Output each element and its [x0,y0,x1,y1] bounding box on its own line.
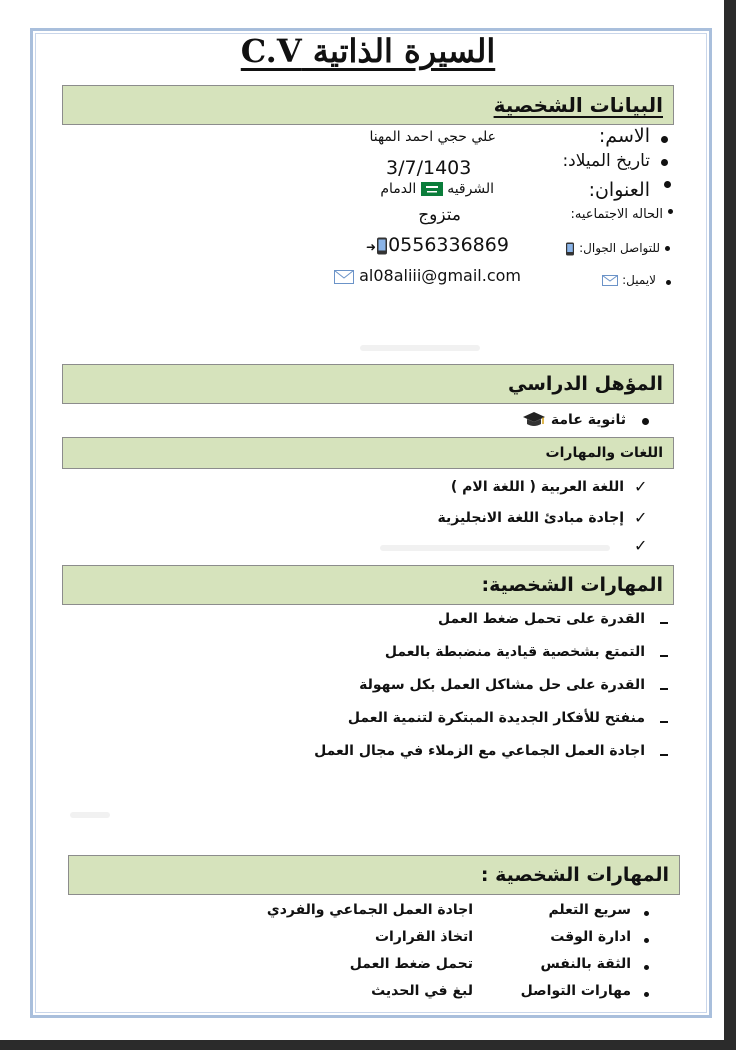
bullet [661,136,668,143]
birth-label: تاريخ الميلاد: [562,151,650,171]
address-value [380,181,494,197]
bullet [644,938,649,943]
bullet [664,181,671,188]
skill-left-col-item: لبغ في الحديث [371,983,473,999]
education-item: ثانوية عامة [550,412,626,428]
bullet [661,159,668,166]
section-header-skills-2: المهارات الشخصية : [68,855,680,895]
list-dash [660,688,668,690]
bullet [665,246,670,251]
skill-right-col-item: ادارة الوقت [550,929,631,945]
bullet [668,209,673,214]
skill-item: منفتح للأفكار الجديدة المبتكرة لتنمية العمل [347,710,645,726]
bullet [644,965,649,970]
skill-right-col-item: الثقة بالنفس [540,956,631,972]
list-dash [660,622,668,624]
name-value: علي حجي احمد المهنا [369,129,496,145]
phone-value-row [366,234,509,256]
mobile-phone-icon [565,242,575,256]
address-city: الدمام [380,181,417,197]
skill-item: اجادة العمل الجماعي مع الزملاء في مجال العمل [314,743,645,759]
page-title: السيرة الذاتية C.V [240,32,496,70]
bullet [644,992,649,997]
phone-label: للتواصل الجوال: [579,241,660,255]
check-icon: ✓ [634,536,648,555]
email-label: لايميل: [622,273,656,287]
birth-value: 3/7/1403 [386,157,472,179]
envelope-icon [602,275,618,286]
language-item: إجادة مبادئ اللغة الانجليزية [437,510,624,526]
address-label: العنوان: [588,179,650,201]
saudi-flag-icon [421,182,443,196]
bullet [644,911,649,916]
language-item: اللغة العربية ( اللغة الام ) [450,479,624,495]
name-label: الاسم: [598,125,650,147]
arrow-icon: ➜ [366,240,377,254]
email-label-row [602,273,656,287]
skill-right-col-item: مهارات التواصل [520,983,631,999]
dark-edge-right [724,0,736,1050]
address-region: الشرقيه [447,181,494,197]
skill-item: القدرة على تحمل ضغط العمل [438,611,645,627]
section-header-skills: المهارات الشخصية: [62,565,674,605]
scan-artifact [70,812,110,818]
section-header-education: المؤهل الدراسي [62,364,674,404]
marital-label: الحاله الاجتماعيه: [570,207,663,222]
skill-left-col-item: اتخاذ القرارات [374,929,473,945]
graduation-cap-icon [522,410,546,430]
phone-value: 0556336869 [388,234,509,256]
email-value: al08aliii@gmail.com [359,266,521,285]
mobile-phone-icon [376,237,388,255]
scan-artifact [380,545,610,551]
list-dash [660,754,668,756]
check-icon: ✓ [634,477,648,496]
envelope-icon [334,270,354,284]
skill-left-col-item: تحمل ضغط العمل [349,956,473,972]
phone-label-row [565,241,660,256]
education-item-row [522,410,626,430]
bullet [642,418,649,425]
scan-artifact [360,345,480,351]
check-icon: ✓ [634,508,648,527]
section-header-languages: اللغات والمهارات [62,437,674,469]
list-dash [660,655,668,657]
dark-edge-bottom [0,1040,736,1050]
skill-left-col-item: اجادة العمل الجماعي والفردي [266,902,473,918]
skill-item: القدرة على حل مشاكل العمل بكل سهولة [359,677,645,693]
list-dash [660,721,668,723]
section-header-personal: البيانات الشخصية [62,85,674,125]
skill-right-col-item: سريع التعلم [548,902,631,918]
email-value-row [334,266,521,285]
marital-value: متزوج [418,205,461,225]
skill-item: التمتع بشخصية قيادية منضبطة بالعمل [384,644,645,660]
bullet [666,280,671,285]
